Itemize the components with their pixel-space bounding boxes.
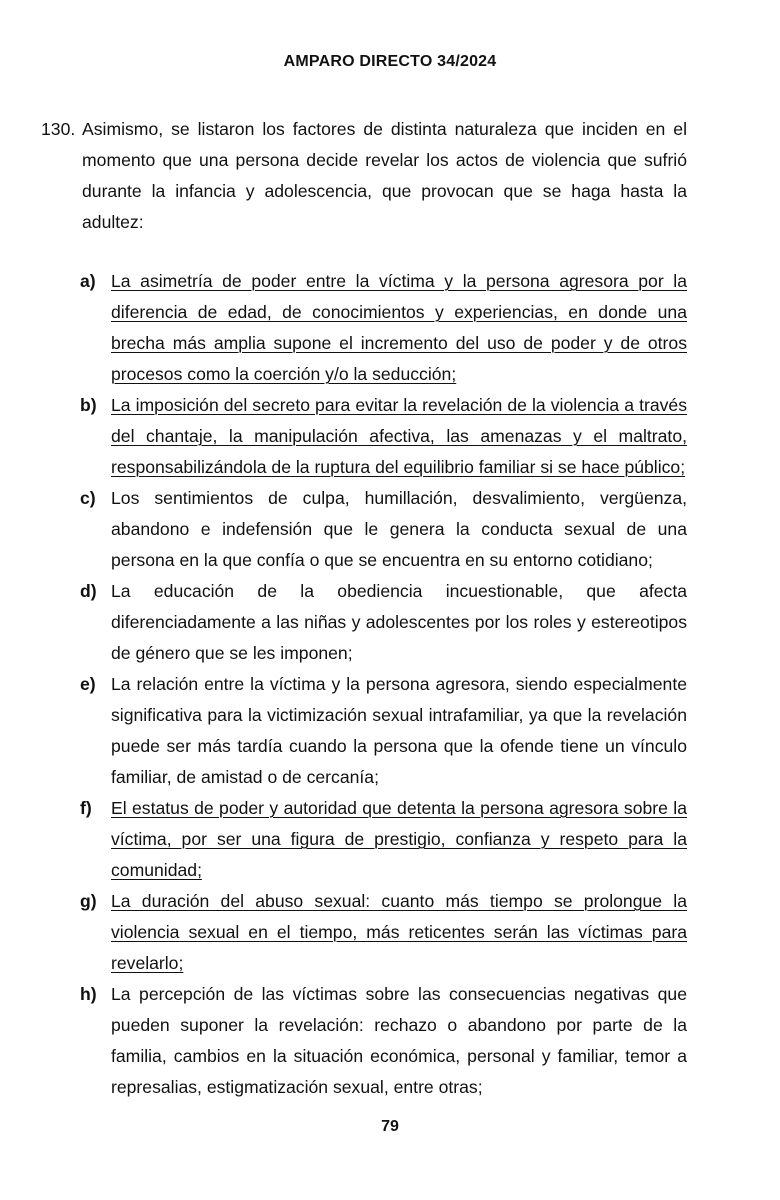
item-text: La educación de la obediencia incuestionable, que afecta diferenciadamente a las niñas y adolescentes por los roles y estereotipos de género que se les imponen; xyxy=(111,581,687,663)
paragraph-text: Asimismo, se listaron los factores de distinta naturaleza que inciden en el momento que una persona decide revelar los actos de violencia que sufrió durante la infancia y adolescencia, que provocan que se haga hasta la adultez: xyxy=(82,119,687,232)
paragraph-number: 130. xyxy=(41,119,76,139)
item-letter: a) xyxy=(80,271,96,291)
item-text: La asimetría de poder entre la víctima y la persona agresora por la diferencia de edad, de conocimientos y experiencias, en donde una brecha más amplia supone el incremento del uso de poder y de otros procesos como la coerción y/o la seducción; xyxy=(111,271,687,384)
list-item xyxy=(80,886,687,979)
list-item xyxy=(80,979,687,1103)
item-text: La percepción de las víctimas sobre las consecuencias negativas que pueden suponer la revelación: rechazo o abandono por parte de la familia, cambios en la situación económica, personal y familiar, temor a represalias, estigmatización sexual, entre otras; xyxy=(111,984,687,1097)
item-letter: c) xyxy=(80,488,96,508)
list-item xyxy=(80,266,687,390)
list-item xyxy=(80,793,687,886)
item-text: El estatus de poder y autoridad que detenta la persona agresora sobre la víctima, por ser una figura de prestigio, confianza y respeto para la comunidad; xyxy=(111,798,687,880)
item-text: La imposición del secreto para evitar la revelación de la violencia a través del chantaje, la manipulación afectiva, las amenazas y el maltrato, responsabilizándola de la ruptura del equilibrio familiar si se hace público; xyxy=(111,395,687,477)
list-item xyxy=(80,483,687,576)
item-text: La relación entre la víctima y la persona agresora, siendo especialmente significativa para la victimización sexual intrafamiliar, ya que la revelación puede ser más tardía cuando la persona que la ofende tiene un vínculo familiar, de amistad o de cercanía; xyxy=(111,674,687,787)
factor-list xyxy=(80,266,687,1103)
list-item xyxy=(80,576,687,669)
document-header: AMPARO DIRECTO 34/2024 xyxy=(283,53,497,70)
list-item xyxy=(80,669,687,793)
item-letter: d) xyxy=(80,581,97,601)
item-text: La duración del abuso sexual: cuanto más tiempo se prolongue la violencia sexual en el tiempo, más reticentes serán las víctimas para revelarlo; xyxy=(111,891,687,973)
item-letter: b) xyxy=(80,395,97,415)
paragraph-130 xyxy=(41,114,687,238)
item-text: Los sentimientos de culpa, humillación, desvalimiento, vergüenza, abandono e indefensión que le genera la conducta sexual de una persona en la que confía o que se encuentra en su entorno cotidiano; xyxy=(111,488,687,570)
item-letter: f) xyxy=(80,798,92,818)
list-item xyxy=(80,390,687,483)
page-number: 79 xyxy=(381,1118,399,1135)
item-letter: g) xyxy=(80,891,97,911)
item-letter: e) xyxy=(80,674,96,694)
item-letter: h) xyxy=(80,984,97,1004)
